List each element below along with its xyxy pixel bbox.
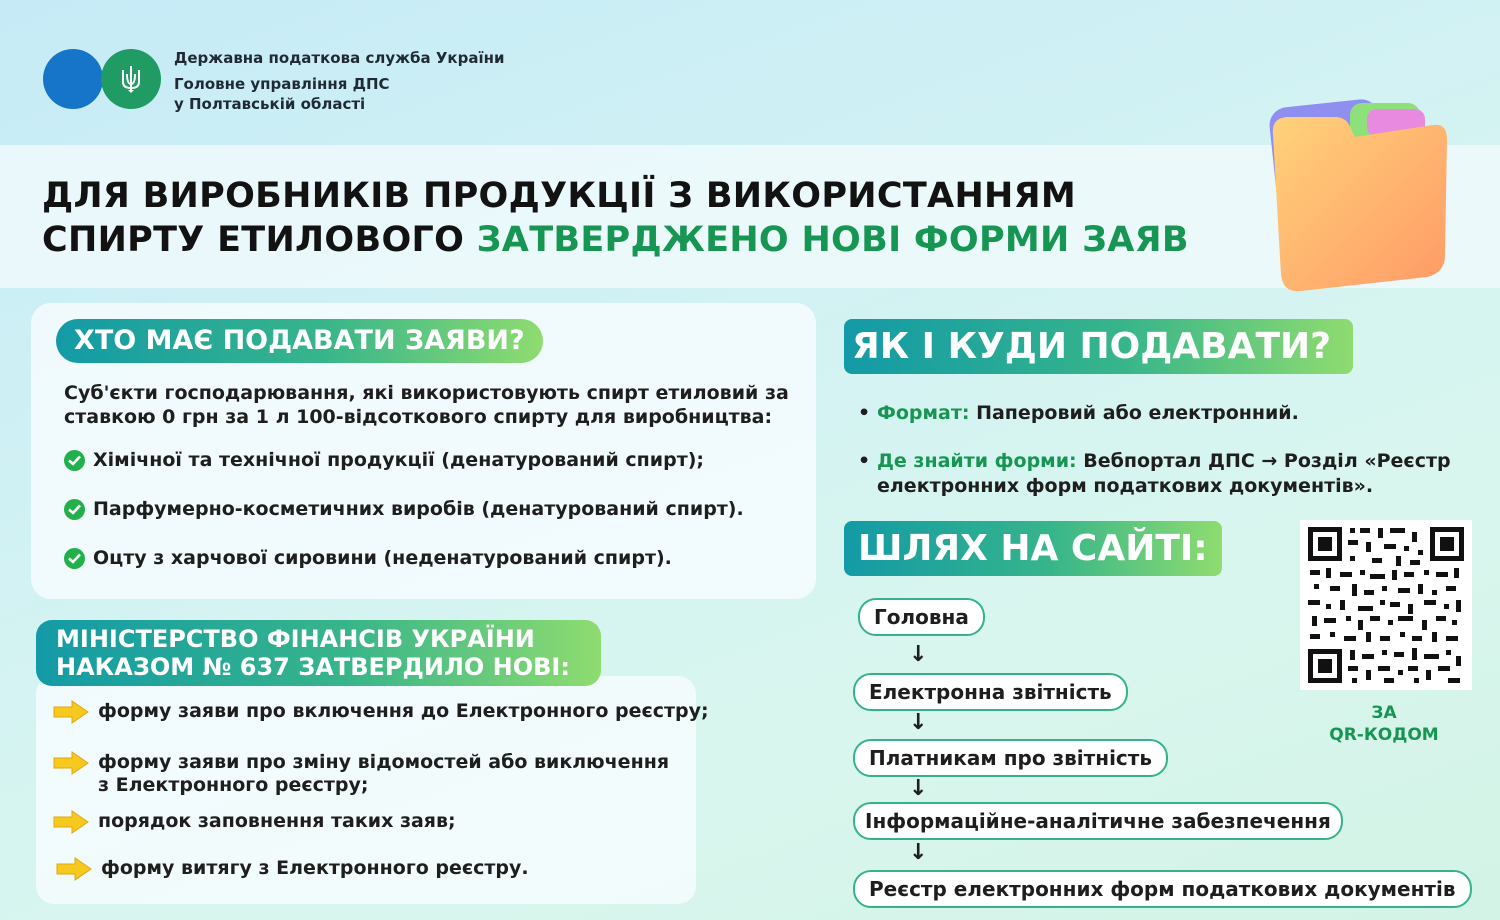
ministry-heading	[36, 620, 601, 686]
list-item	[52, 700, 709, 724]
down-arrow-icon: ↓	[909, 710, 928, 735]
list-item	[52, 751, 672, 797]
format-value: Паперовий або електронний.	[969, 402, 1299, 424]
check-icon	[64, 450, 85, 471]
page-title	[42, 174, 1189, 262]
arrow-right-icon	[52, 700, 90, 724]
check-icon	[64, 499, 85, 520]
arrow-right-icon	[52, 751, 90, 775]
ministry-heading-line-2: НАКАЗОМ № 637 ЗАТВЕРДИЛО НОВІ:	[56, 653, 570, 681]
qr-caption-line-2: QR-КОДОМ	[1329, 725, 1439, 745]
down-arrow-icon: ↓	[909, 776, 928, 801]
qr-caption-line-1: ЗА	[1371, 703, 1397, 723]
list-item	[64, 498, 744, 520]
who-heading: ХТО МАЄ ПОДАВАТИ ЗАЯВИ?	[56, 319, 543, 363]
format-label: Формат:	[877, 402, 970, 424]
org-line-3: у Полтавській області	[174, 95, 366, 113]
org-line-2: Головне управління ДПС	[174, 75, 390, 93]
logo-green-circle	[101, 49, 161, 109]
where-label: Де знайти форми:	[877, 450, 1077, 472]
format-bullet: • Формат: Паперовий або електронний.	[858, 402, 1299, 424]
title-line-2-plain: СПИРТУ ЕТИЛОВОГО	[42, 220, 477, 260]
arrow-right-icon	[52, 810, 90, 834]
ministry-item-2: форму заяви про зміну відомостей або виключення з Електронного реєстру;	[98, 751, 670, 796]
path-step-forms-registry: Реєстр електронних форм податкових документів	[853, 870, 1472, 908]
list-item	[64, 449, 704, 471]
ministry-heading-line-1: МІНІСТЕРСТВО ФІНАНСІВ УКРАЇНИ	[56, 625, 535, 653]
check-icon	[64, 548, 85, 569]
title-line-2-accent: ЗАТВЕРДЖЕНО НОВІ ФОРМИ ЗАЯВ	[476, 220, 1189, 260]
path-heading: ШЛЯХ НА САЙТІ:	[844, 521, 1222, 576]
folder-icon	[1255, 95, 1455, 295]
path-step-home: Головна	[858, 598, 985, 636]
who-item-1: Хімічної та технічної продукції (денатурований спирт);	[93, 449, 705, 471]
list-item	[52, 810, 456, 834]
organization-name	[174, 48, 504, 114]
arrow-right-icon	[55, 857, 93, 881]
how-heading: ЯК І КУДИ ПОДАВАТИ?	[844, 319, 1353, 374]
list-item	[64, 547, 672, 569]
down-arrow-icon: ↓	[909, 840, 928, 865]
ministry-item-4: форму витягу з Електронного реєстру.	[101, 857, 529, 879]
trident-icon	[119, 64, 143, 94]
who-item-2: Парфумерно-косметичних виробів (денатурований спирт).	[93, 498, 744, 520]
qr-caption	[1310, 702, 1458, 746]
list-item	[55, 857, 529, 881]
down-arrow-icon: ↓	[909, 642, 928, 667]
ministry-item-1: форму заяви про включення до Електронного реєстру;	[98, 700, 709, 722]
where-bullet: • Де знайти форми: Вебпортал ДПС → Розділ «Реєстр електронних форм податкових документів».	[858, 450, 1451, 497]
logo-blue-circle	[43, 49, 103, 109]
path-step-info-analytics: Інформаційне-аналітичне забезпечення	[853, 802, 1343, 840]
where-value: Вебпортал ДПС → Розділ «Реєстр електронних форм податкових документів».	[877, 450, 1451, 497]
who-item-3: Оцту з харчової сировини (неденатурований спирт).	[93, 547, 672, 569]
qr-code[interactable]	[1300, 520, 1472, 690]
title-line-2	[42, 218, 1189, 262]
who-intro: Суб'єкти господарювання, які використовують спирт етиловий за ставкою 0 грн за 1 л 100-відсоткового спирту для виробництва:	[64, 382, 789, 428]
qr-code-icon	[1300, 520, 1472, 690]
path-step-payers-reporting: Платникам про звітність	[853, 739, 1168, 777]
path-step-e-reporting: Електронна звітність	[853, 673, 1128, 711]
org-line-1: Державна податкова служба України	[174, 49, 505, 67]
title-line-1: ДЛЯ ВИРОБНИКІВ ПРОДУКЦІЇ З ВИКОРИСТАННЯМ	[42, 176, 1077, 216]
ministry-item-3: порядок заповнення таких заяв;	[98, 810, 456, 832]
